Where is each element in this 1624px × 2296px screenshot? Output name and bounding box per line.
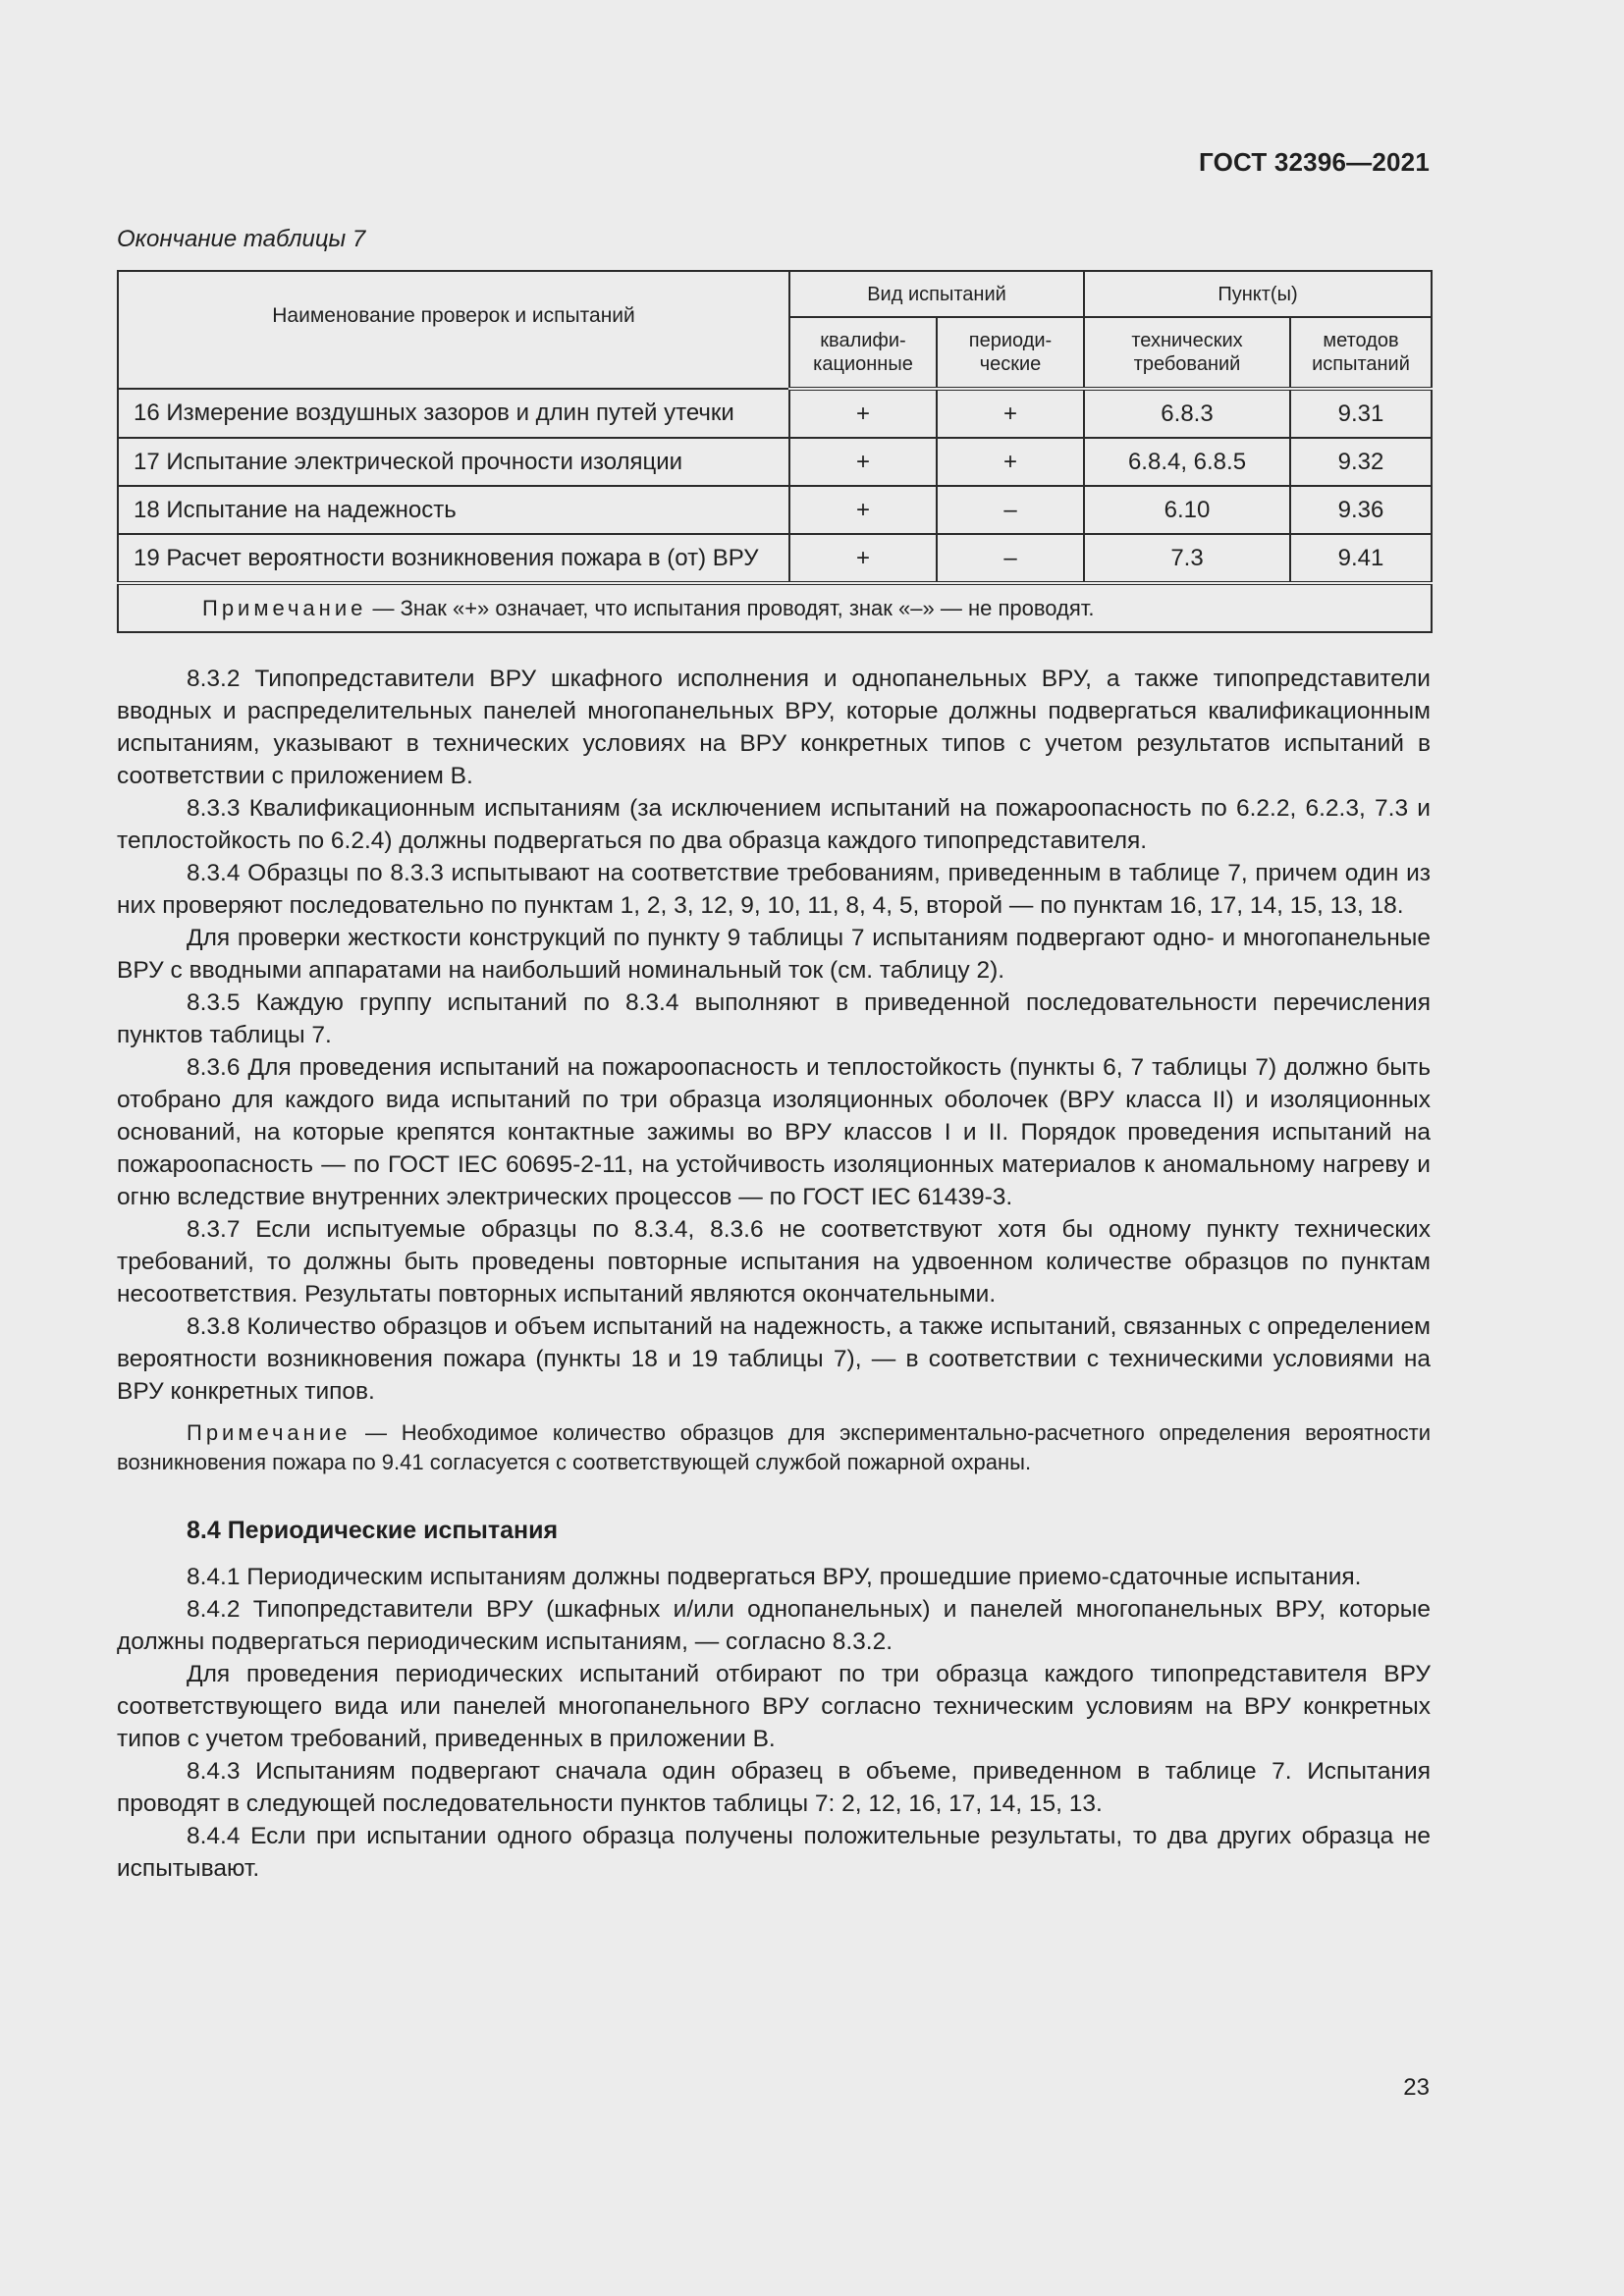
table-header-row (118, 271, 1432, 317)
table-note-row (118, 583, 1432, 632)
paragraph-8-4-2: 8.4.2 Типопредставители ВРУ (шкафных и/или однопанельных) и панелей многопанельных ВРУ, которые должны подвергаться периодическим испытаниям, — согласно 8.3.2. (117, 1596, 1431, 1655)
paragraph-8-3-2: 8.3.2 Типопредставители ВРУ шкафного исполнения и однопанельных ВРУ, а также типопредставители вводных и распределительных панелей многопанельных ВРУ, которые должны подвергаться квалификационным испытаниям, указывают в технических условиях на ВРУ конкретных типов с учетом результатов испытаний в соответствии с приложением В. (117, 666, 1431, 789)
row-methods: 9.41 (1290, 534, 1432, 583)
note-label: Примечание (187, 1420, 352, 1445)
table-7 (117, 270, 1433, 633)
row-qualification: + (789, 438, 937, 486)
col-header-qualification: квалифи- кационные (789, 317, 937, 389)
col-header-name: Наименование проверок и испытаний (118, 271, 789, 389)
paragraph-8-3-8: 8.3.8 Количество образцов и объем испытаний на надежность, а также испытаний, связанных с определением вероятности возникновения пожара (пункты 18 и 19 таблицы 7), — в соответствии с техническими условиями на ВРУ конкретных типов. (117, 1313, 1431, 1405)
row-name: 18 Испытание на надежность (118, 486, 789, 534)
row-periodic: – (937, 486, 1084, 534)
row-tech: 7.3 (1084, 534, 1290, 583)
page-number: 23 (1403, 2074, 1430, 2101)
row-qualification: + (789, 534, 937, 583)
table-caption: Окончание таблицы 7 (117, 226, 366, 252)
col-group-test-type: Вид испытаний (789, 271, 1084, 317)
row-qualification: + (789, 389, 937, 438)
paragraph-8-3-6: 8.3.6 Для проведения испытаний на пожароопасность и теплостойкость (пункты 6, 7 таблицы 7) должно быть отобрано для каждого вида испытаний по три образца изоляционных оболочек (ВРУ класса II) и изоляционных оснований, на которые крепятся контактные зажимы во ВРУ классов I и II. Порядок проведения испытаний на пожароопасность — по ГОСТ IEC 60695-2-11, на устойчивость изоляционных материалов к аномальному нагреву и огню вследствие внутренних электрических процессов — по ГОСТ IEC 61439-3. (117, 1054, 1431, 1210)
row-tech: 6.10 (1084, 486, 1290, 534)
body-text (117, 663, 1431, 1885)
col-header-test-methods: методов испытаний (1290, 317, 1432, 389)
table-row (118, 486, 1432, 534)
table-row (118, 438, 1432, 486)
table-note-text: — Знак «+» означает, что испытания проводят, знак «–» — не проводят. (366, 595, 1095, 620)
row-name: 17 Испытание электрической прочности изоляции (118, 438, 789, 486)
paragraph-8-4-3: 8.4.3 Испытаниям подвергают сначала один образец в объеме, приведенном в таблице 7. Испытания проводят в следующей последовательности пунктов таблицы 7: 2, 12, 16, 17, 14, 15, 13. (117, 1758, 1431, 1817)
section-heading-8-4: 8.4 Периодические испытания (187, 1517, 559, 1544)
row-qualification: + (789, 486, 937, 534)
document-code: ГОСТ 32396—2021 (1199, 147, 1430, 177)
paragraph-8-4-1: 8.4.1 Периодическим испытаниям должны подвергаться ВРУ, прошедшие приемо-сдаточные испытания. (187, 1564, 1362, 1590)
row-methods: 9.36 (1290, 486, 1432, 534)
note-paragraph (117, 1418, 1431, 1477)
row-name: 16 Измерение воздушных зазоров и длин путей утечки (118, 389, 789, 438)
col-group-points: Пункт(ы) (1084, 271, 1432, 317)
row-periodic: – (937, 534, 1084, 583)
paragraph-8-3-4-rigidity: Для проверки жесткости конструкций по пункту 9 таблицы 7 испытаниям подвергают одно- и многопанельные ВРУ с вводными аппаратами на наибольший номинальный ток (см. таблицу 2). (117, 925, 1431, 984)
table-note (118, 583, 1432, 632)
table-row (118, 389, 1432, 438)
row-name: 19 Расчет вероятности возникновения пожара в (от) ВРУ (118, 534, 789, 583)
note-text: — Необходимое количество образцов для экспериментально-расчетного определения вероятности возникновения пожара по 9.41 согласуется с соответствующей службой пожарной охраны. (117, 1420, 1431, 1474)
row-methods: 9.32 (1290, 438, 1432, 486)
paragraph-8-3-5: 8.3.5 Каждую группу испытаний по 8.3.4 выполняют в приведенной последовательности перечисления пунктов таблицы 7. (117, 989, 1431, 1048)
paragraph-8-4-2-selection: Для проведения периодических испытаний отбирают по три образца каждого типопредставителя ВРУ соответствующего вида или панелей многопанельного ВРУ согласно техническим условиям на ВРУ конкретных типов с учетом требований, приведенных в приложении В. (117, 1661, 1431, 1752)
row-periodic: + (937, 389, 1084, 438)
paragraph-8-3-3: 8.3.3 Квалификационным испытаниям (за исключением испытаний на пожароопасность по 6.2.2, 6.2.3, 7.3 и теплостойкость по 6.2.4) должны подвергаться по два образца каждого типопредставителя. (117, 795, 1431, 854)
col-header-periodic: периоди- ческие (937, 317, 1084, 389)
paragraph-8-4-4: 8.4.4 Если при испытании одного образца получены положительные результаты, то два других образца не испытывают. (117, 1823, 1431, 1882)
row-tech: 6.8.4, 6.8.5 (1084, 438, 1290, 486)
row-tech: 6.8.3 (1084, 389, 1290, 438)
col-header-tech-requirements: технических требований (1084, 317, 1290, 389)
paragraph-8-3-7: 8.3.7 Если испытуемые образцы по 8.3.4, 8.3.6 не соответствуют хотя бы одному пункту технических требований, то должны быть проведены повторные испытания на удвоенном количестве образцов по пунктам несоответствия. Результаты повторных испытаний являются окончательными. (117, 1216, 1431, 1308)
row-methods: 9.31 (1290, 389, 1432, 438)
table-row (118, 534, 1432, 583)
row-periodic: + (937, 438, 1084, 486)
table-note-label: Примечание (202, 595, 367, 620)
paragraph-8-3-4: 8.3.4 Образцы по 8.3.3 испытывают на соответствие требованиям, приведенным в таблице 7, причем один из них проверяют последовательно по пунктам 1, 2, 3, 12, 9, 10, 11, 8, 4, 5, второй — по пунктам 16, 17, 14, 15, 13, 18. (117, 860, 1431, 919)
